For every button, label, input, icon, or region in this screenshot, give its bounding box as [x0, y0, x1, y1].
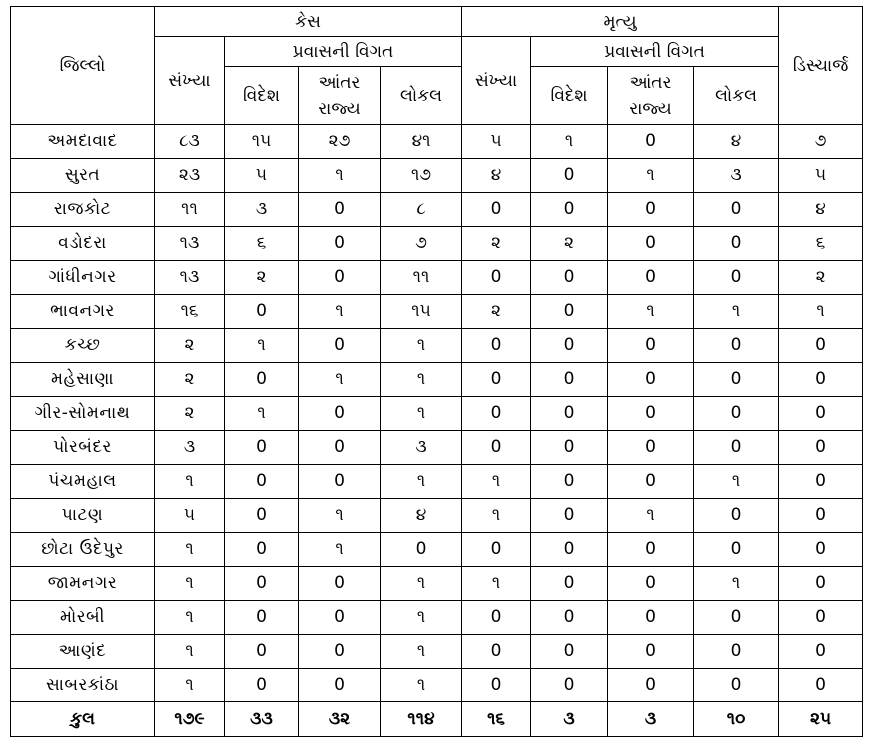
deaths-local-cell: 0 [694, 668, 779, 702]
header-deaths-interstate: આંતર રાજ્ય [608, 67, 694, 125]
cases-foreign-cell: 0 [225, 532, 299, 566]
cases-foreign-cell: 0 [225, 464, 299, 498]
header-deaths-local: લોકલ [694, 67, 779, 125]
deaths-foreign-cell: 0 [531, 566, 608, 600]
discharge-cell: 0 [779, 362, 863, 396]
cases-local-cell: ૧૧ [381, 260, 462, 294]
cases-local-cell: ૮ [381, 192, 462, 226]
total-deaths-local-cell: ૧૦ [694, 702, 779, 737]
deaths-count-cell: 0 [462, 634, 531, 668]
deaths-local-cell: 0 [694, 328, 779, 362]
deaths-interstate-cell: 0 [608, 125, 694, 159]
cases-foreign-cell: 0 [225, 430, 299, 464]
deaths-foreign-cell: ૨ [531, 226, 608, 260]
deaths-count-cell: 0 [462, 668, 531, 702]
deaths-foreign-cell: 0 [531, 328, 608, 362]
discharge-cell: ૧ [779, 294, 863, 328]
district-name: વડોદરા [11, 226, 155, 260]
cases-local-cell: ૧ [381, 396, 462, 430]
header-cases: કેસ [155, 7, 462, 37]
cases-interstate-cell: 0 [299, 396, 381, 430]
discharge-cell: 0 [779, 396, 863, 430]
table-row [11, 192, 863, 226]
district-name: આણંદ [11, 634, 155, 668]
cases-count-cell: ૨ [155, 328, 225, 362]
district-name: સુરત [11, 158, 155, 192]
header-deaths: મૃત્યુ [462, 7, 779, 37]
deaths-local-cell: 0 [694, 634, 779, 668]
discharge-cell: 0 [779, 566, 863, 600]
deaths-foreign-cell: 0 [531, 396, 608, 430]
deaths-interstate-cell: 0 [608, 634, 694, 668]
table-row [11, 498, 863, 532]
deaths-local-cell: ૧ [694, 294, 779, 328]
cases-foreign-cell: ૧ [225, 396, 299, 430]
total-label: કુલ [11, 702, 155, 737]
discharge-cell: 0 [779, 498, 863, 532]
deaths-foreign-cell: 0 [531, 260, 608, 294]
table-body [11, 125, 863, 737]
header-cases-count: સંખ્યા [155, 37, 225, 125]
cases-foreign-cell: 0 [225, 498, 299, 532]
cases-interstate-cell: 0 [299, 600, 381, 634]
deaths-local-cell: ૧ [694, 464, 779, 498]
deaths-interstate-cell: 0 [608, 396, 694, 430]
discharge-cell: 0 [779, 464, 863, 498]
discharge-cell: 0 [779, 668, 863, 702]
cases-foreign-cell: ૨ [225, 260, 299, 294]
cases-count-cell: ૧૩ [155, 260, 225, 294]
table-row [11, 158, 863, 192]
district-name: ગાંધીનગર [11, 260, 155, 294]
cases-local-cell: ૧ [381, 464, 462, 498]
district-name: છોટા ઉદેપુર [11, 532, 155, 566]
cases-foreign-cell: 0 [225, 668, 299, 702]
deaths-local-cell: 0 [694, 600, 779, 634]
cases-local-cell: ૧ [381, 668, 462, 702]
cases-count-cell: ૩ [155, 430, 225, 464]
cases-foreign-cell: ૧૫ [225, 125, 299, 159]
deaths-foreign-cell: 0 [531, 600, 608, 634]
discharge-cell: ૪ [779, 192, 863, 226]
table-row [11, 328, 863, 362]
deaths-count-cell: 0 [462, 328, 531, 362]
total-cases-foreign-cell: ૩૩ [225, 702, 299, 737]
cases-local-cell: ૧ [381, 328, 462, 362]
deaths-interstate-cell: 0 [608, 668, 694, 702]
deaths-local-cell: ૪ [694, 125, 779, 159]
cases-interstate-cell: 0 [299, 430, 381, 464]
cases-count-cell: ૧ [155, 634, 225, 668]
district-name: પંચમહાલ [11, 464, 155, 498]
deaths-count-cell: ૫ [462, 125, 531, 159]
deaths-interstate-cell: 0 [608, 600, 694, 634]
deaths-foreign-cell: 0 [531, 634, 608, 668]
deaths-local-cell: 0 [694, 260, 779, 294]
cases-interstate-cell: ૧ [299, 532, 381, 566]
deaths-count-cell: ૪ [462, 158, 531, 192]
total-cases-count-cell: ૧૭૯ [155, 702, 225, 737]
deaths-interstate-cell: 0 [608, 192, 694, 226]
table-row [11, 566, 863, 600]
total-deaths-count-cell: ૧૬ [462, 702, 531, 737]
deaths-count-cell: ૨ [462, 294, 531, 328]
discharge-cell: ૬ [779, 226, 863, 260]
deaths-interstate-cell: 0 [608, 532, 694, 566]
cases-interstate-cell: 0 [299, 226, 381, 260]
deaths-count-cell: ૧ [462, 464, 531, 498]
cases-count-cell: ૧ [155, 566, 225, 600]
deaths-interstate-cell: 0 [608, 362, 694, 396]
deaths-count-cell: 0 [462, 192, 531, 226]
header-cases-travel-details: પ્રવાસની વિગત [225, 37, 462, 67]
deaths-local-cell: ૧ [694, 566, 779, 600]
cases-local-cell: ૧ [381, 634, 462, 668]
header-district: જિલ્લો [11, 7, 155, 125]
cases-interstate-cell: 0 [299, 566, 381, 600]
cases-count-cell: ૧ [155, 464, 225, 498]
cases-count-cell: ૧૬ [155, 294, 225, 328]
discharge-cell: ૨ [779, 260, 863, 294]
cases-local-cell: ૧ [381, 362, 462, 396]
cases-interstate-cell: ૧ [299, 294, 381, 328]
cases-local-cell: ૧૭ [381, 158, 462, 192]
district-name: પાટણ [11, 498, 155, 532]
discharge-cell: 0 [779, 430, 863, 464]
total-discharge-cell: ૨૫ [779, 702, 863, 737]
cases-interstate-cell: 0 [299, 328, 381, 362]
deaths-count-cell: 0 [462, 260, 531, 294]
deaths-foreign-cell: 0 [531, 294, 608, 328]
cases-count-cell: ૧૧ [155, 192, 225, 226]
total-deaths-interstate-cell: ૩ [608, 702, 694, 737]
header-cases-local: લોકલ [381, 67, 462, 125]
deaths-local-cell: 0 [694, 396, 779, 430]
deaths-interstate-cell: 0 [608, 566, 694, 600]
cases-foreign-cell: ૧ [225, 328, 299, 362]
cases-interstate-cell: 0 [299, 464, 381, 498]
table-row [11, 362, 863, 396]
deaths-foreign-cell: 0 [531, 158, 608, 192]
table-row [11, 226, 863, 260]
discharge-cell: 0 [779, 600, 863, 634]
header-discharge: ડિસ્ચાર્જ [779, 7, 863, 125]
cases-foreign-cell: ૬ [225, 226, 299, 260]
district-name: ગીર-સોમનાથ [11, 396, 155, 430]
deaths-foreign-cell: 0 [531, 532, 608, 566]
deaths-count-cell: 0 [462, 600, 531, 634]
cases-foreign-cell: ૫ [225, 158, 299, 192]
cases-local-cell: ૧ [381, 600, 462, 634]
cases-foreign-cell: 0 [225, 294, 299, 328]
deaths-foreign-cell: 0 [531, 430, 608, 464]
cases-local-cell: ૪૧ [381, 125, 462, 159]
table-row [11, 634, 863, 668]
district-name: કચ્છ [11, 328, 155, 362]
table-row [11, 260, 863, 294]
table-row [11, 430, 863, 464]
cases-interstate-cell: ૨૭ [299, 125, 381, 159]
deaths-count-cell: ૨ [462, 226, 531, 260]
deaths-local-cell: 0 [694, 532, 779, 566]
deaths-count-cell: ૧ [462, 566, 531, 600]
table-row [11, 294, 863, 328]
cases-local-cell: ૧૫ [381, 294, 462, 328]
deaths-count-cell: 0 [462, 430, 531, 464]
deaths-local-cell: ૩ [694, 158, 779, 192]
discharge-cell: 0 [779, 328, 863, 362]
cases-foreign-cell: ૩ [225, 192, 299, 226]
cases-interstate-cell: 0 [299, 668, 381, 702]
discharge-cell: ૭ [779, 125, 863, 159]
deaths-local-cell: 0 [694, 192, 779, 226]
cases-count-cell: ૧ [155, 532, 225, 566]
discharge-cell: 0 [779, 634, 863, 668]
district-name: સાબરકાંઠા [11, 668, 155, 702]
deaths-count-cell: 0 [462, 396, 531, 430]
deaths-foreign-cell: 0 [531, 668, 608, 702]
cases-count-cell: ૫ [155, 498, 225, 532]
cases-count-cell: ૧૩ [155, 226, 225, 260]
district-name: ભાવનગર [11, 294, 155, 328]
cases-local-cell: ૩ [381, 430, 462, 464]
deaths-interstate-cell: ૧ [608, 158, 694, 192]
deaths-interstate-cell: 0 [608, 328, 694, 362]
cases-count-cell: ૨૩ [155, 158, 225, 192]
cases-foreign-cell: 0 [225, 634, 299, 668]
deaths-foreign-cell: 0 [531, 362, 608, 396]
table-row [11, 396, 863, 430]
cases-count-cell: ૧ [155, 668, 225, 702]
deaths-interstate-cell: 0 [608, 260, 694, 294]
district-name: અમદાવાદ [11, 125, 155, 159]
cases-interstate-cell: ૧ [299, 158, 381, 192]
deaths-count-cell: ૧ [462, 498, 531, 532]
cases-local-cell: ૭ [381, 226, 462, 260]
deaths-interstate-cell: ૧ [608, 294, 694, 328]
deaths-foreign-cell: ૧ [531, 125, 608, 159]
district-name: જામનગર [11, 566, 155, 600]
deaths-local-cell: 0 [694, 430, 779, 464]
header-deaths-count: સંખ્યા [462, 37, 531, 125]
cases-count-cell: ૮૩ [155, 125, 225, 159]
header-cases-foreign: વિદેશ [225, 67, 299, 125]
header-deaths-foreign: વિદેશ [531, 67, 608, 125]
cases-local-cell: 0 [381, 532, 462, 566]
district-name: પોરબંદર [11, 430, 155, 464]
district-covid-table [10, 6, 863, 737]
district-name: મહેસાણા [11, 362, 155, 396]
cases-interstate-cell: ૧ [299, 498, 381, 532]
cases-foreign-cell: 0 [225, 362, 299, 396]
cases-local-cell: ૧ [381, 566, 462, 600]
discharge-cell: 0 [779, 532, 863, 566]
deaths-local-cell: 0 [694, 498, 779, 532]
total-cases-local-cell: ૧૧૪ [381, 702, 462, 737]
header-deaths-travel-details: પ્રવાસની વિગત [531, 37, 779, 67]
deaths-count-cell: 0 [462, 532, 531, 566]
cases-local-cell: ૪ [381, 498, 462, 532]
table-row [11, 464, 863, 498]
cases-interstate-cell: 0 [299, 634, 381, 668]
total-row [11, 702, 863, 737]
district-name: મોરબી [11, 600, 155, 634]
deaths-foreign-cell: 0 [531, 192, 608, 226]
discharge-cell: ૫ [779, 158, 863, 192]
cases-count-cell: ૧ [155, 600, 225, 634]
cases-interstate-cell: ૧ [299, 362, 381, 396]
table-row [11, 600, 863, 634]
deaths-interstate-cell: ૧ [608, 498, 694, 532]
district-name: રાજકોટ [11, 192, 155, 226]
header-cases-interstate: આંતર રાજ્ય [299, 67, 381, 125]
deaths-count-cell: 0 [462, 362, 531, 396]
total-cases-interstate-cell: ૩૨ [299, 702, 381, 737]
cases-foreign-cell: 0 [225, 566, 299, 600]
cases-interstate-cell: 0 [299, 260, 381, 294]
cases-count-cell: ૨ [155, 396, 225, 430]
cases-interstate-cell: 0 [299, 192, 381, 226]
deaths-local-cell: 0 [694, 362, 779, 396]
cases-count-cell: ૨ [155, 362, 225, 396]
table-row [11, 668, 863, 702]
table-row [11, 532, 863, 566]
cases-foreign-cell: 0 [225, 600, 299, 634]
deaths-interstate-cell: 0 [608, 464, 694, 498]
total-deaths-foreign-cell: ૩ [531, 702, 608, 737]
deaths-local-cell: 0 [694, 226, 779, 260]
deaths-foreign-cell: 0 [531, 464, 608, 498]
deaths-interstate-cell: 0 [608, 430, 694, 464]
deaths-interstate-cell: 0 [608, 226, 694, 260]
table-row [11, 125, 863, 159]
deaths-foreign-cell: 0 [531, 498, 608, 532]
